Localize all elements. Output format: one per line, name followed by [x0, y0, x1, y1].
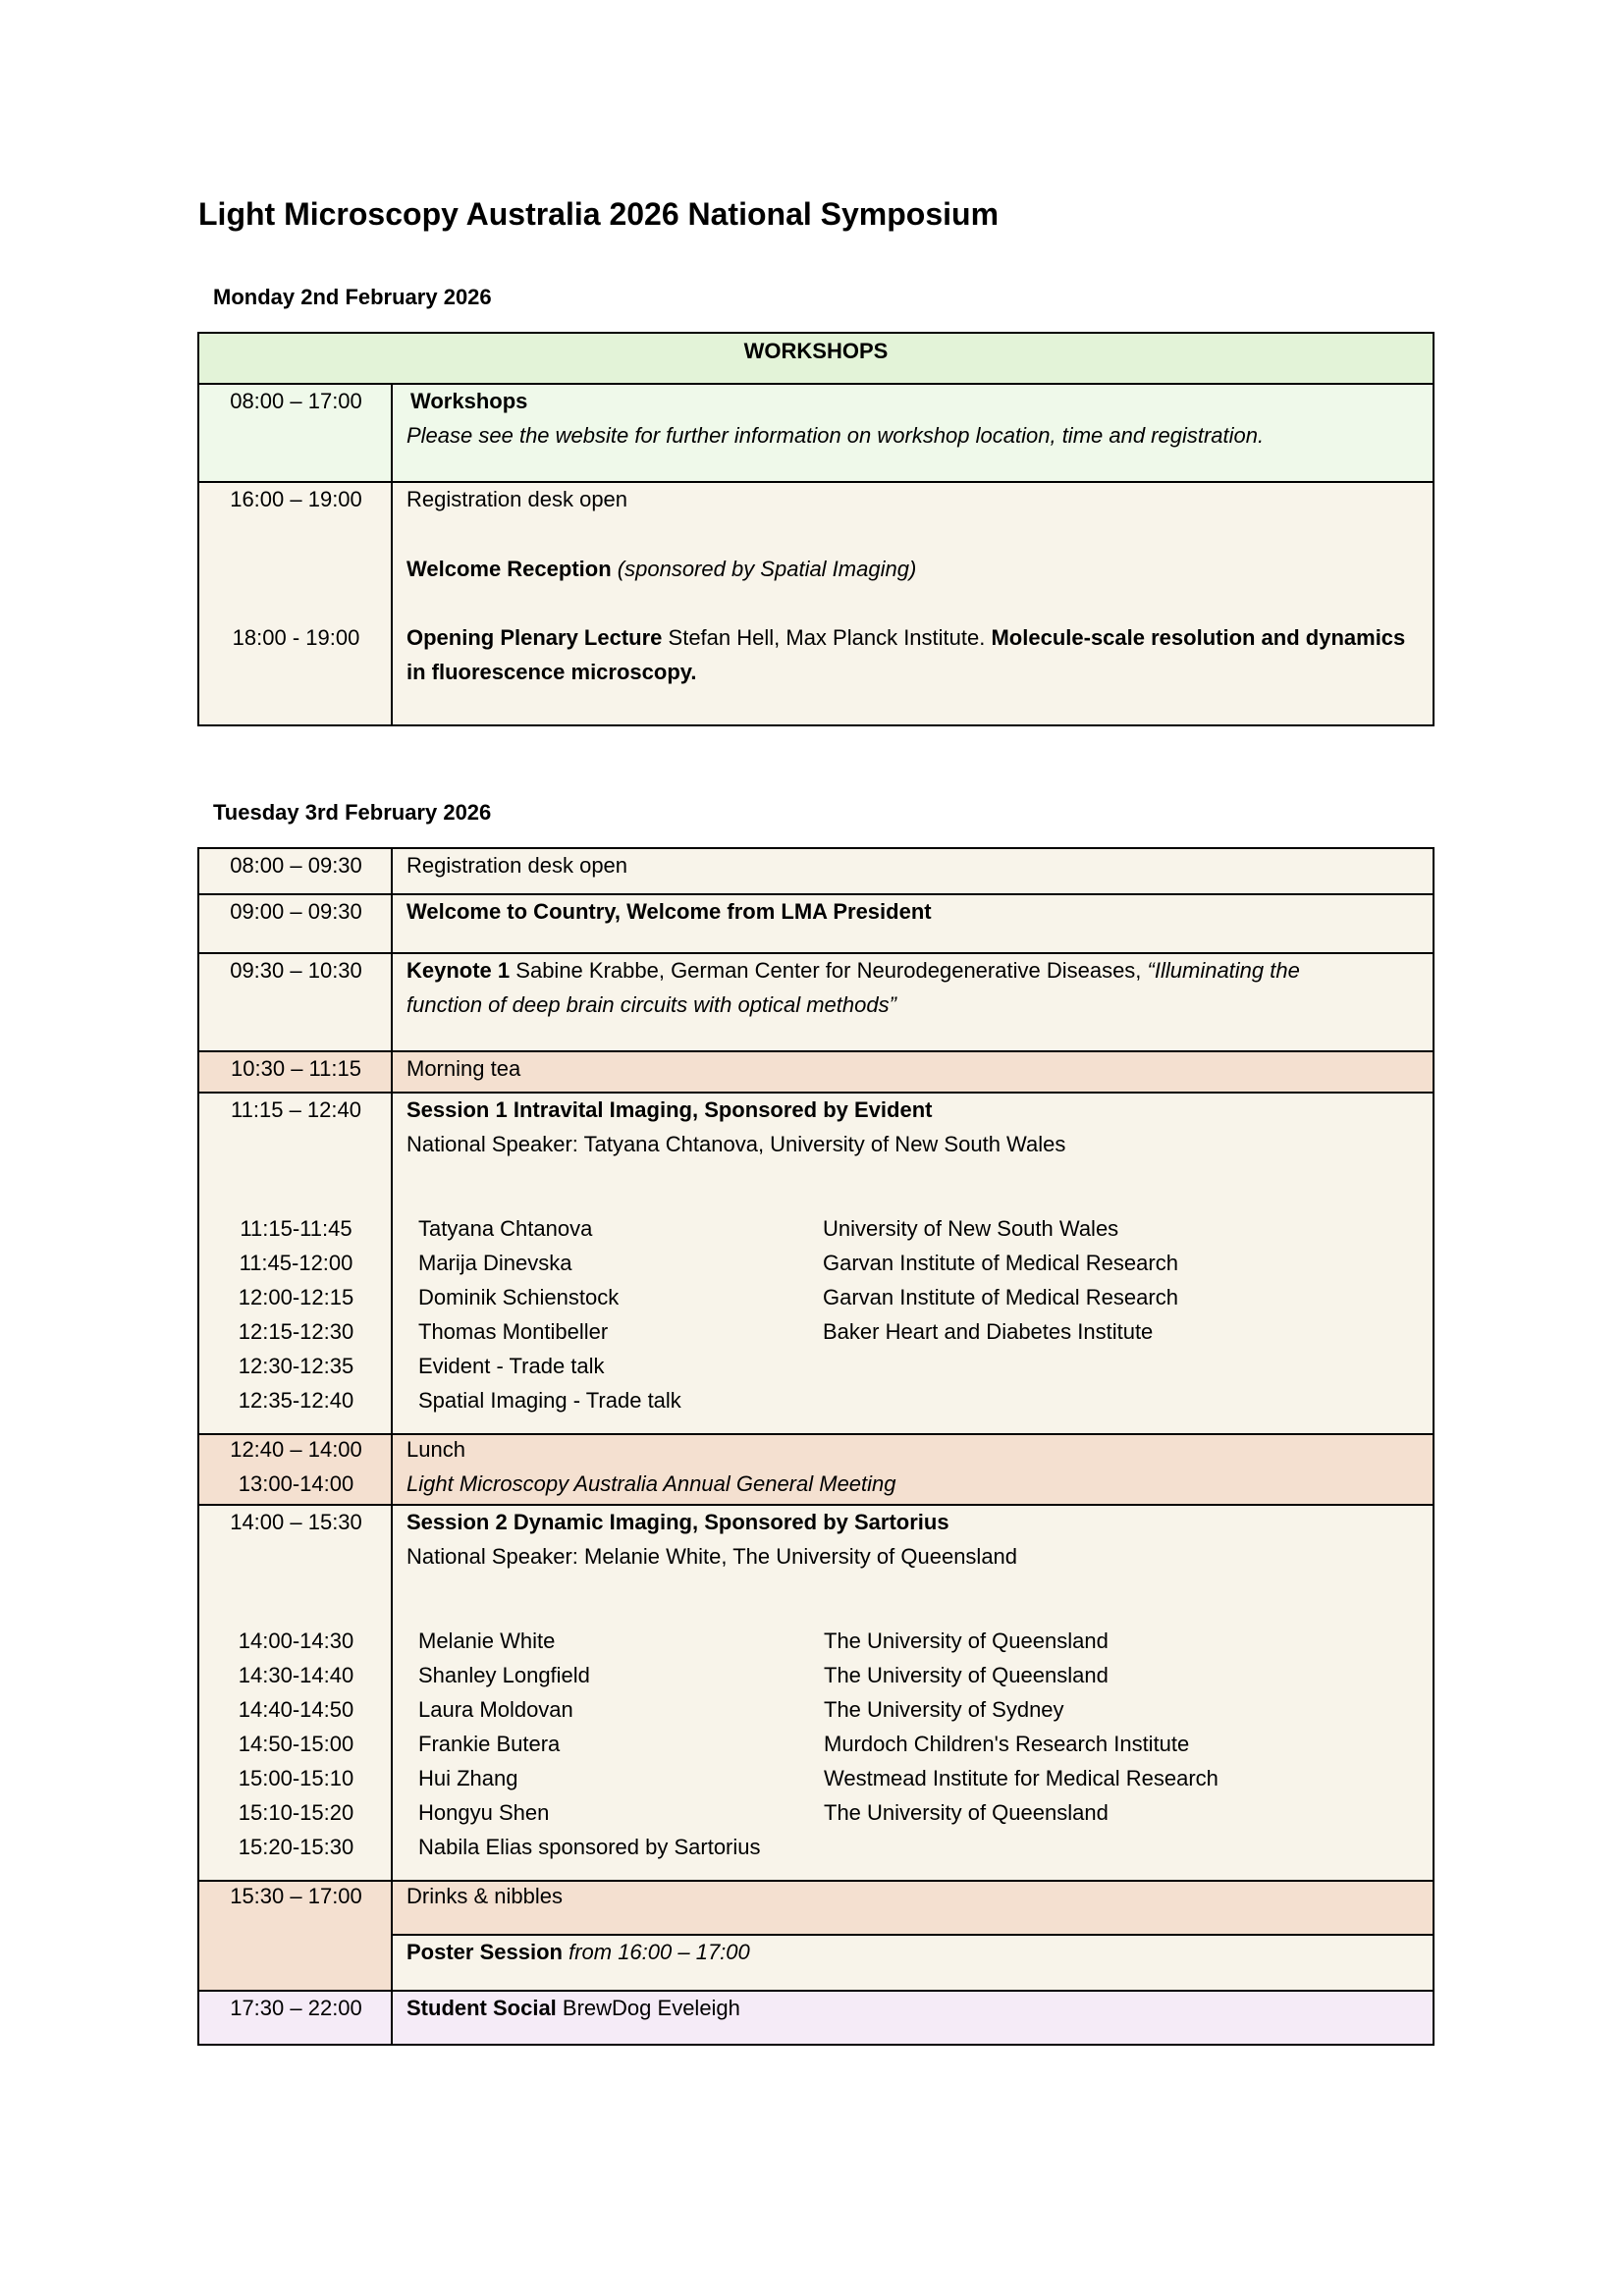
keynote-label: Keynote 1 [406, 958, 511, 983]
keynote-line-2: function of deep brain circuits with optical methods” [406, 992, 896, 1017]
session2-talk-time: 15:00-15:10 [238, 1766, 354, 1790]
monday-table [197, 332, 1435, 726]
poster-time: from 16:00 – 17:00 [568, 1940, 750, 1964]
session2-talk-time: 14:00-14:30 [238, 1629, 354, 1653]
session2-talk-time: 15:20-15:30 [238, 1835, 354, 1859]
plenary-title-2: in fluorescence microscopy. [406, 660, 697, 684]
speaker-institution: The University of Queensland [824, 1629, 1109, 1653]
speaker-institution: The University of Sydney [824, 1697, 1064, 1722]
page-title: Light Microscopy Australia 2026 National Symposium [198, 196, 1000, 232]
speaker-name: Laura Moldovan [418, 1697, 573, 1722]
session1-talk-time: 12:00-12:15 [238, 1285, 354, 1309]
speaker-name: Hui Zhang [418, 1766, 518, 1790]
speaker-name: Hongyu Shen [418, 1800, 550, 1825]
plenary-title-1: Molecule-scale resolution and dynamics [991, 625, 1406, 650]
social-text [406, 1996, 740, 2021]
speaker-name: Marija Dinevska [418, 1251, 572, 1275]
morning-tea-row [199, 1050, 1433, 1092]
speaker-institution: The University of Queensland [824, 1663, 1109, 1687]
reception-label: Welcome Reception [406, 557, 612, 581]
session1-time: 11:15 – 12:40 [231, 1097, 361, 1122]
registration-text: Registration desk open [406, 487, 628, 511]
evening-time-2: 18:00 - 19:00 [232, 625, 360, 650]
speaker-name: Thomas Montibeller [418, 1319, 609, 1344]
keynote-row [199, 952, 1433, 1050]
session2-national-speaker: National Speaker: Melanie White, The University of Queensland [406, 1544, 1018, 1569]
lunch-row [199, 1433, 1433, 1504]
speaker-name: Evident - Trade talk [418, 1354, 605, 1378]
session2-talk-time: 14:50-15:00 [238, 1732, 354, 1756]
keynote-quote-start: “Illuminating the [1147, 958, 1300, 983]
tuesday-table [197, 847, 1435, 2046]
workshops-time: 08:00 – 17:00 [230, 389, 362, 413]
session2-talk-time: 14:30-14:40 [238, 1663, 354, 1687]
session2-title: Session 2 Dynamic Imaging, Sponsored by Sartorius [406, 1510, 949, 1534]
session1-times [199, 1094, 393, 1433]
speaker-institution: The University of Queensland [824, 1800, 1109, 1825]
reception-sponsor: (sponsored by Spatial Imaging) [617, 557, 917, 581]
speaker-institution: Garvan Institute of Medical Research [823, 1251, 1178, 1275]
speaker-name: Frankie Butera [418, 1732, 561, 1756]
speaker-name: Nabila Elias sponsored by Sartorius [418, 1835, 761, 1859]
session1-content [393, 1094, 1433, 1433]
speaker-name: Tatyana Chtanova [418, 1216, 593, 1241]
session2-content [393, 1506, 1433, 1880]
speaker-institution: Baker Heart and Diabetes Institute [823, 1319, 1154, 1344]
registration-time: 08:00 – 09:30 [230, 853, 362, 878]
lunch-time: 12:40 – 14:00 [230, 1437, 362, 1462]
drinks-row [199, 1880, 1433, 1990]
speaker-institution: Garvan Institute of Medical Research [823, 1285, 1178, 1309]
session2-times [199, 1506, 393, 1880]
speaker-name: Dominik Schienstock [418, 1285, 620, 1309]
welcome-time: 09:00 – 09:30 [230, 899, 362, 924]
monday-heading: Monday 2nd February 2026 [213, 285, 492, 309]
session2-talk-time: 15:10-15:20 [238, 1800, 354, 1825]
welcome-text: Welcome to Country, Welcome from LMA President [406, 899, 932, 924]
poster-label: Poster Session [406, 1940, 563, 1964]
plenary-speaker: Stefan Hell, Max Planck Institute. [668, 625, 986, 650]
speaker-institution: Murdoch Children's Research Institute [824, 1732, 1190, 1756]
social-venue: BrewDog Eveleigh [562, 1996, 740, 2020]
session1-national-speaker: National Speaker: Tatyana Chtanova, University of New South Wales [406, 1132, 1066, 1156]
speaker-name: Melanie White [418, 1629, 556, 1653]
plenary-label: Opening Plenary Lecture [406, 625, 663, 650]
registration-desk: Registration desk open [406, 853, 628, 878]
speaker-institution: Westmead Institute for Medical Research [824, 1766, 1218, 1790]
plenary-line-1 [406, 625, 1405, 651]
session1-row [199, 1092, 1433, 1433]
keynote-speaker: Sabine Krabbe, German Center for Neurodegenerative Diseases, [515, 958, 1142, 983]
registration-row [199, 849, 1433, 893]
student-social-row [199, 1990, 1433, 2044]
drinks-time: 15:30 – 17:00 [230, 1884, 362, 1908]
monday-evening-row [199, 481, 1433, 724]
speaker-name: Shanley Longfield [418, 1663, 590, 1687]
welcome-reception [406, 557, 916, 582]
social-time: 17:30 – 22:00 [230, 1996, 362, 2020]
morning-tea-text: Morning tea [406, 1056, 521, 1081]
lunch-text: Lunch [406, 1437, 465, 1462]
drinks-text: Drinks & nibbles [406, 1884, 563, 1908]
session1-talk-time: 11:45-12:00 [239, 1251, 353, 1275]
session1-talk-time: 12:30-12:35 [238, 1354, 354, 1378]
drinks-cell [393, 1882, 1433, 1936]
session1-talk-time: 11:15-11:45 [240, 1216, 352, 1241]
speaker-name: Spatial Imaging - Trade talk [418, 1388, 681, 1413]
workshops-label: Workshops [410, 389, 528, 413]
evening-time-1: 16:00 – 19:00 [230, 487, 362, 511]
poster-session [406, 1940, 750, 1965]
social-label: Student Social [406, 1996, 557, 2020]
session2-time: 14:00 – 15:30 [230, 1510, 362, 1534]
session1-title: Session 1 Intravital Imaging, Sponsored by Evident [406, 1097, 933, 1122]
agm-time: 13:00-14:00 [238, 1471, 354, 1496]
workshops-banner [199, 334, 1433, 383]
workshops-banner-label: WORKSHOPS [743, 339, 889, 363]
session1-talk-time: 12:35-12:40 [238, 1388, 354, 1413]
session2-row [199, 1504, 1433, 1880]
workshops-row [199, 383, 1433, 481]
welcome-row [199, 893, 1433, 952]
keynote-line-1 [406, 958, 1300, 984]
tuesday-heading: Tuesday 3rd February 2026 [213, 800, 492, 825]
workshops-note: Please see the website for further information on workshop location, time and registration. [406, 423, 1265, 448]
session2-talk-time: 14:40-14:50 [238, 1697, 354, 1722]
agm-text: Light Microscopy Australia Annual General Meeting [406, 1471, 896, 1496]
speaker-institution: University of New South Wales [823, 1216, 1119, 1241]
keynote-time: 09:30 – 10:30 [230, 958, 362, 983]
session1-talk-time: 12:15-12:30 [238, 1319, 354, 1344]
morning-tea-time: 10:30 – 11:15 [231, 1056, 361, 1081]
